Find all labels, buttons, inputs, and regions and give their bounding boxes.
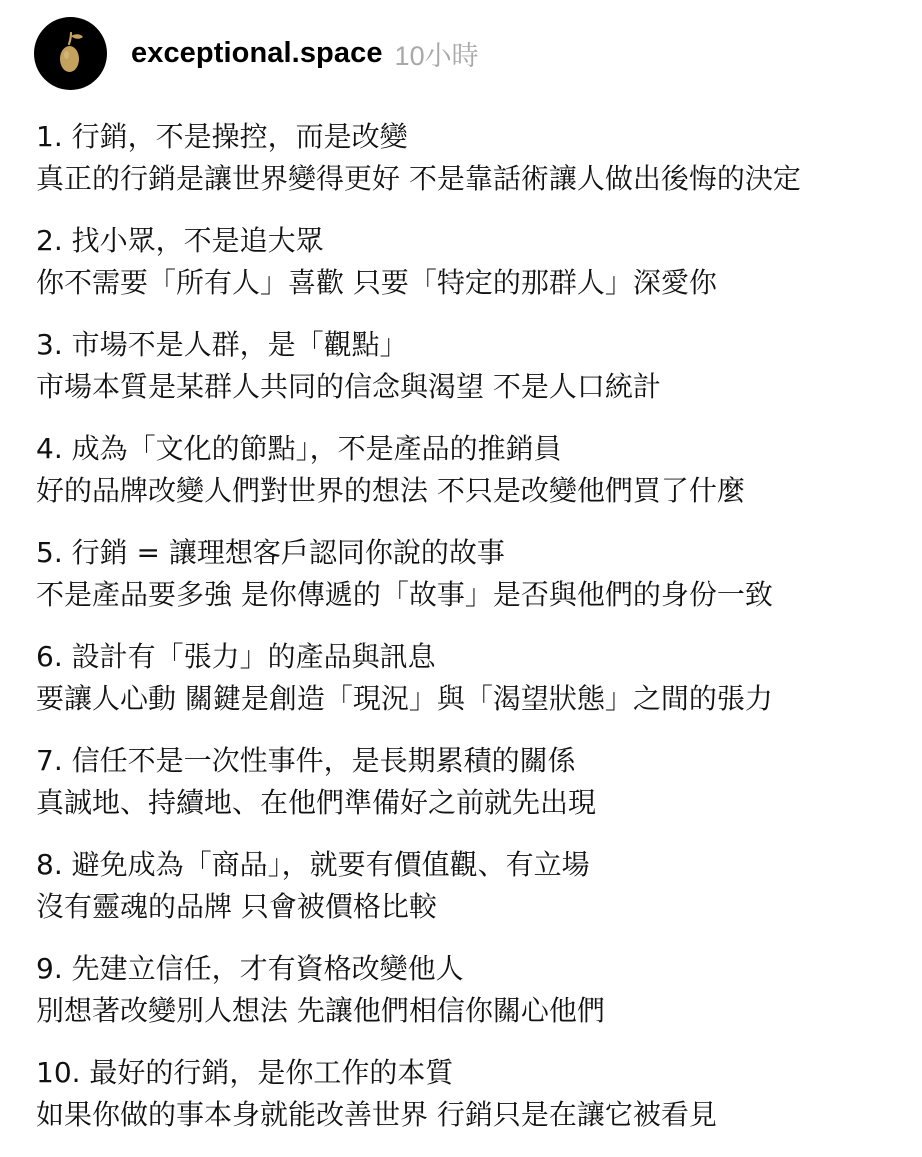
point-title: 5. 行銷 = 讓理想客戶認同你說的故事 (36, 536, 505, 569)
point-title: 3. 市場不是人群，是「觀點」 (36, 328, 408, 361)
list-item (36, 1053, 906, 1157)
point-text: 真誠地、持續地、在他們準備好之前就先出現 (36, 786, 597, 819)
point-title: 7. 信任不是一次性事件，是長期累積的關係 (36, 744, 576, 777)
olive-icon (54, 30, 88, 76)
point-title: 1. 行銷，不是操控，而是改變 (36, 120, 408, 153)
list-item (36, 949, 906, 1053)
list-item (36, 845, 906, 949)
point-text: 你不需要「所有人」喜歡 只要「特定的那群人」深愛你 (36, 266, 717, 299)
list-item (36, 221, 906, 325)
point-title: 6. 設計有「張力」的產品與訊息 (36, 640, 436, 673)
point-text: 真正的行銷是讓世界變得更好 不是靠話術讓人做出後悔的決定 (36, 162, 801, 195)
point-text: 如果你做的事本身就能改善世界 行銷只是在讓它被看見 (36, 1098, 717, 1131)
point-text: 沒有靈魂的品牌 只會被價格比較 (36, 890, 437, 923)
point-title: 10. 最好的行銷，是你工作的本質 (36, 1056, 454, 1089)
avatar[interactable] (34, 17, 107, 90)
post-body (36, 117, 906, 1157)
post-timestamp: 10小時 (394, 40, 479, 71)
list-item (36, 637, 906, 741)
point-text: 市場本質是某群人共同的信念與渴望 不是人口統計 (36, 370, 661, 403)
list-item (36, 325, 906, 429)
point-title: 8. 避免成為「商品」，就要有價值觀、有立場 (36, 848, 590, 881)
point-title: 9. 先建立信任，才有資格改變他人 (36, 952, 464, 985)
username[interactable]: exceptional.space (131, 36, 383, 69)
point-title: 4. 成為「文化的節點」，不是產品的推銷員 (36, 432, 562, 465)
point-text: 好的品牌改變人們對世界的想法 不只是改變他們買了什麼 (36, 474, 745, 507)
point-text: 別想著改變別人想法 先讓他們相信你關心他們 (36, 994, 605, 1027)
point-title: 2. 找小眾，不是追大眾 (36, 224, 324, 257)
post-header (34, 16, 479, 90)
point-text: 不是產品要多強 是你傳遞的「故事」是否與他們的身份一致 (36, 578, 773, 611)
point-text: 要讓人心動 關鍵是創造「現況」與「渴望狀態」之間的張力 (36, 682, 773, 715)
list-item (36, 429, 906, 533)
list-item (36, 741, 906, 845)
list-item (36, 117, 906, 221)
list-item (36, 533, 906, 637)
